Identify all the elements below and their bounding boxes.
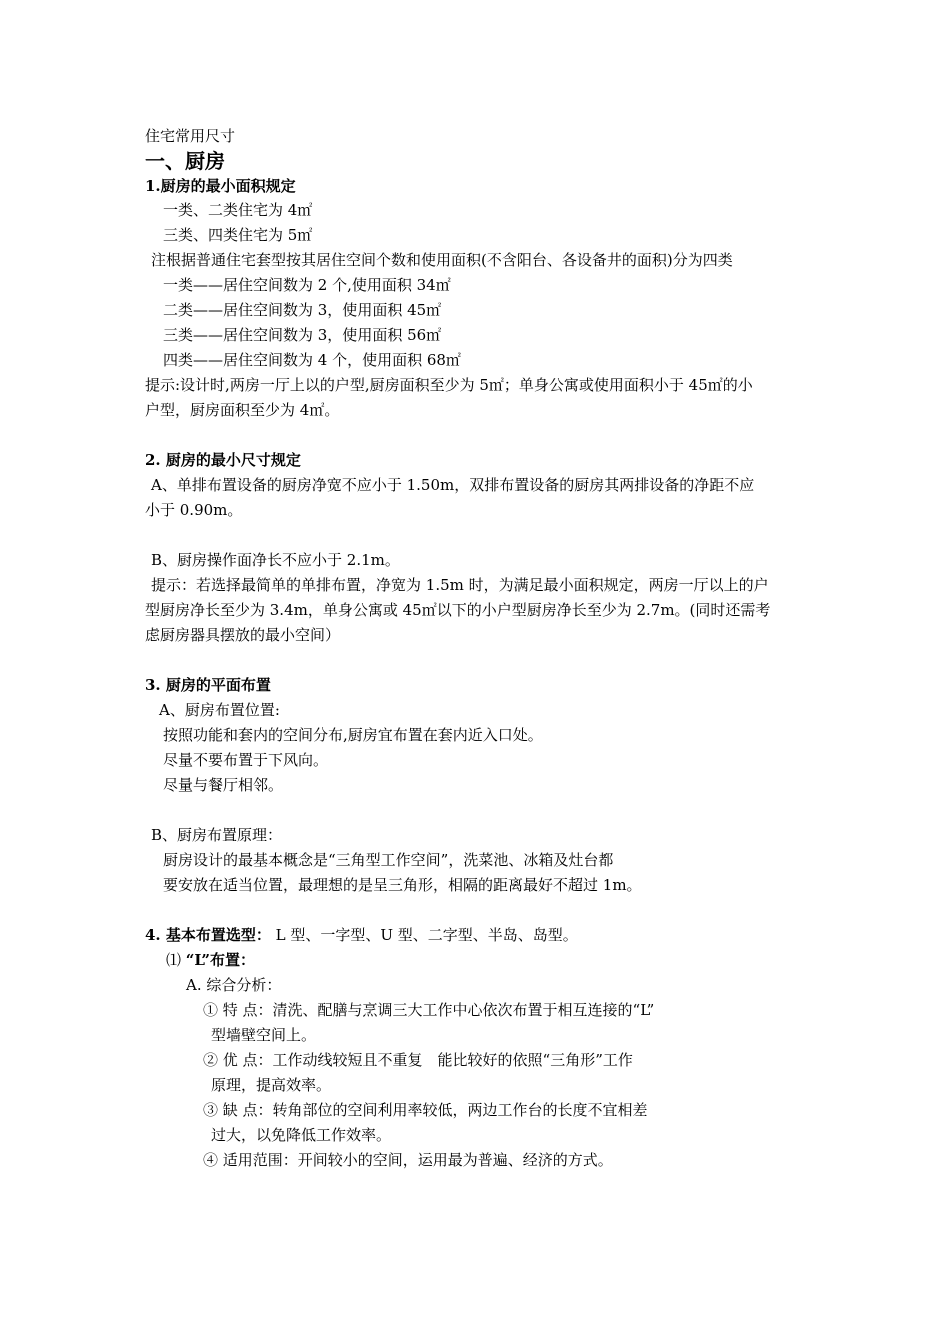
- text-line: A. 综合分析：: [186, 976, 282, 994]
- section-heading-kitchen: 一、厨房: [145, 149, 225, 173]
- text-line: ④ 适用范围：开间较小的空间，运用最为普遍、经济的方式。: [203, 1151, 613, 1169]
- text-line: ② 优 点：工作动线较短且不重复 能比较好的依照“三角形”工作: [203, 1051, 633, 1069]
- text-line: 尽量与餐厅相邻。: [163, 776, 284, 794]
- subsection-heading-min-size: 2. 厨房的最小尺寸规定: [145, 451, 301, 469]
- tip-line: 提示：若选择最简单的单排布置，净宽为 1.5m 时，为满足最小面积规定，两房一厅以上的户: [151, 576, 769, 594]
- note-line: 注根据普通住宅套型按其居住空间个数和使用面积(不含阳台、各设备井的面积)分为四类: [151, 251, 733, 269]
- text-line: 尽量不要布置于下风向。: [163, 751, 329, 769]
- text-line: B、厨房操作面净长不应小于 2.1m。: [151, 551, 400, 569]
- tip-line: 提示:设计时,两房一厅上以的户型,厨房面积至少为 5㎡；单身公寓或使用面积小于 45㎡的小: [145, 376, 753, 394]
- text-line: A、单排布置设备的厨房净宽不应小于 1.50m，双排布置设备的厨房其两排设备的净距不应: [151, 476, 755, 494]
- heading-bold-part: 4. 基本布置选型：: [145, 926, 271, 944]
- category-line: 四类——居住空间数为 4 个，使用面积 68㎡: [163, 351, 461, 369]
- text-line: 型墙壁空间上。: [211, 1026, 317, 1044]
- text-line: 按照功能和套内的空间分布,厨房宜布置在套内近入口处。: [163, 726, 543, 744]
- item-heading-l-layout: [166, 950, 255, 970]
- text-line: ① 特 点：清洗、配膳与烹调三大工作中心依次布置于相互连接的“L”: [203, 1001, 655, 1019]
- category-line: 三类——居住空间数为 3，使用面积 56㎡: [163, 326, 442, 344]
- subsection-heading-layout: 3. 厨房的平面布置: [145, 676, 271, 694]
- heading-rest-part: L 型、一字型、U 型、二字型、半岛、岛型。: [270, 926, 578, 944]
- tip-line: 型厨房净长至少为 3.4m，单身公寓或 45㎡以下的小户型厨房净长至少为 2.7m。(同时还需考: [145, 601, 771, 619]
- item-title: “L”布置：: [185, 951, 255, 969]
- tip-line: 户型，厨房面积至少为 4㎡。: [145, 401, 340, 419]
- text-line: 原理，提高效率。: [211, 1076, 332, 1094]
- text-line: 三类、四类住宅为 5㎡: [163, 226, 313, 244]
- text-line: 小于 0.90m。: [145, 501, 243, 519]
- text-line: A、厨房布置位置:: [159, 701, 280, 719]
- text-line: B、厨房布置原理：: [151, 826, 283, 844]
- text-line: 厨房设计的最基本概念是“三角型工作空间”，洗菜池、冰箱及灶台都: [163, 851, 614, 869]
- category-line: 二类——居住空间数为 3，使用面积 45㎡: [163, 301, 442, 319]
- document-title: 住宅常用尺寸: [145, 127, 236, 145]
- item-number: ⑴: [166, 951, 186, 969]
- text-line: 要安放在适当位置，最理想的是呈三角形，相隔的距离最好不超过 1m。: [163, 876, 642, 894]
- text-line: ③ 缺 点：转角部位的空间利用率较低，两边工作台的长度不宜相差: [203, 1101, 648, 1119]
- tip-line: 虑厨房器具摆放的最小空间）: [145, 626, 341, 644]
- subsection-heading-layout-types: [145, 925, 578, 945]
- category-line: 一类——居住空间数为 2 个,使用面积 34㎡: [163, 276, 451, 294]
- subsection-heading-min-area: 1.厨房的最小面积规定: [145, 177, 296, 195]
- text-line: 过大，以免降低工作效率。: [211, 1126, 392, 1144]
- text-line: 一类、二类住宅为 4㎡: [163, 201, 313, 219]
